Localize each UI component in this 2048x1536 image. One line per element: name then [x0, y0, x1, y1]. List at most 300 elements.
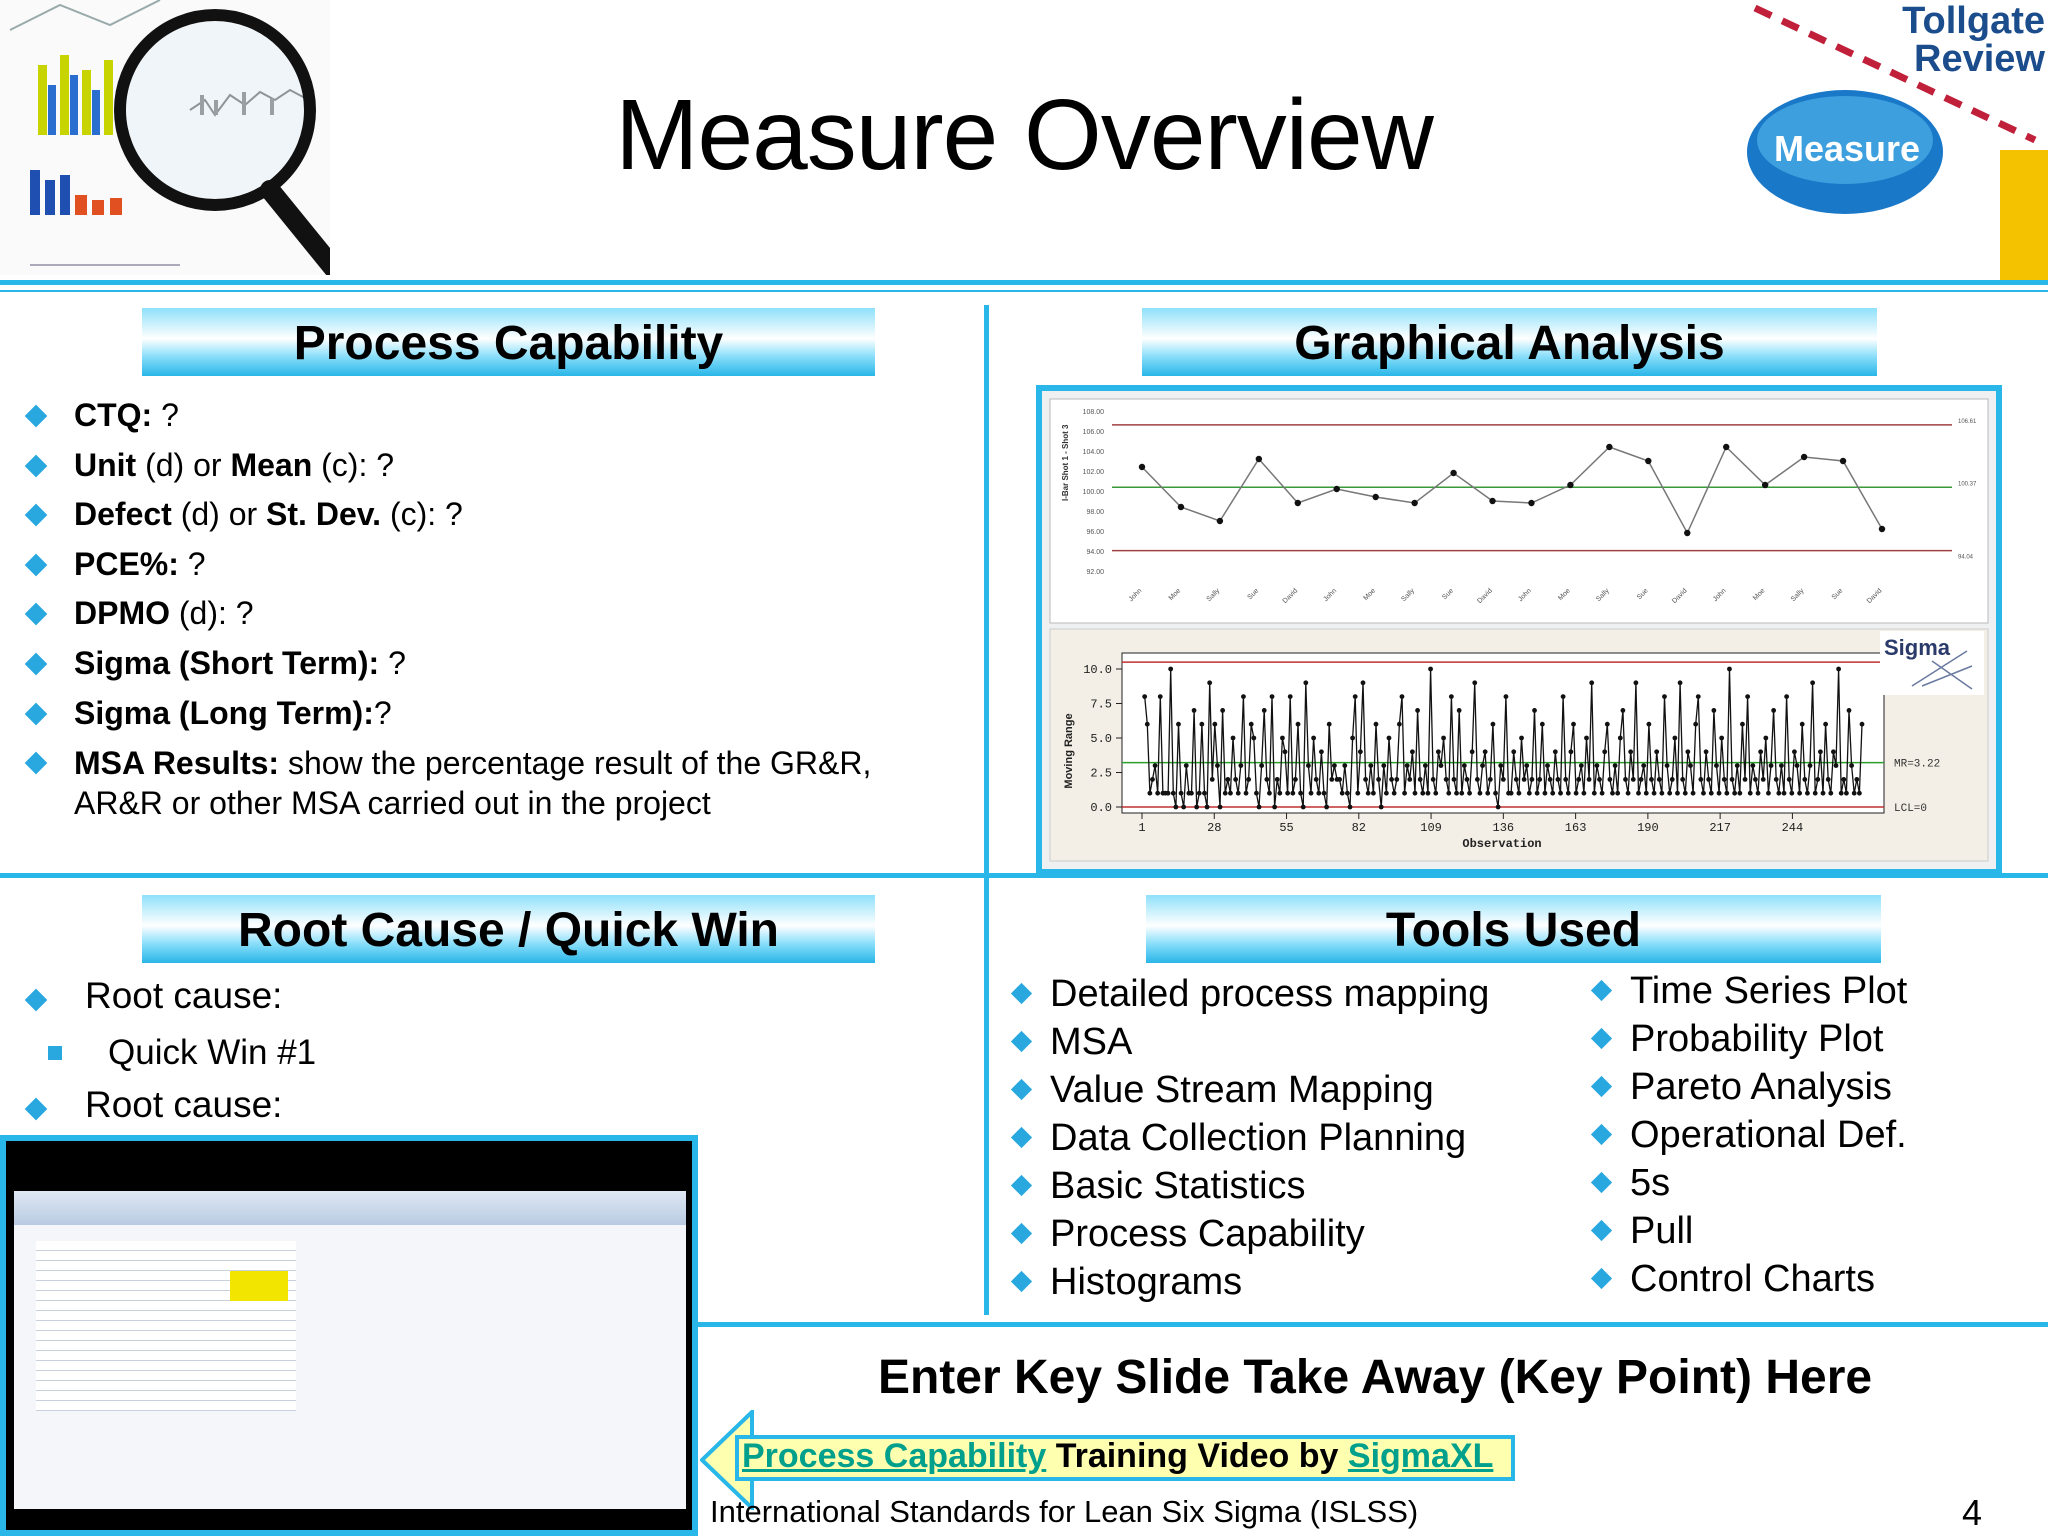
individuals-y-tick-label: 108.00 [1082, 409, 1104, 416]
moving-range-data-point [1667, 791, 1672, 796]
tool-item [1010, 1018, 1570, 1066]
moving-range-data-point [1818, 749, 1823, 754]
moving-range-data-point [1610, 791, 1615, 796]
tool-label: 5s [1630, 1162, 1671, 1204]
item-text: (d) or [136, 446, 231, 483]
moving-range-data-point [1532, 708, 1537, 713]
sigmaxl-logo-wordmark: Sigma [1884, 635, 1951, 660]
moving-range-data-point [1698, 777, 1703, 782]
individuals-x-tick-label: Sue [1635, 587, 1650, 602]
process-capability-item [22, 490, 922, 540]
moving-range-data-point [1714, 763, 1719, 768]
moving-range-data-point [1683, 791, 1688, 796]
moving-range-x-tick-label: 244 [1781, 821, 1804, 835]
moving-range-y-tick-label: 0.0 [1090, 801, 1112, 815]
individuals-x-tick-label: Moe [1557, 587, 1572, 603]
individuals-x-tick-label: Sally [1205, 587, 1222, 604]
tool-item [1590, 1063, 2030, 1111]
moving-range-data-point [1834, 763, 1839, 768]
bullet-icon [25, 405, 48, 428]
moving-range-data-point [1670, 777, 1675, 782]
moving-range-data-point [1652, 791, 1657, 796]
tool-item [1590, 1111, 2030, 1159]
tollgate-line1: Tollgate [1902, 0, 2045, 42]
moving-range-data-point [1413, 791, 1418, 796]
tollgate-line2: Review [1914, 38, 2045, 80]
moving-range-data-point [1205, 805, 1210, 810]
moving-range-data-point [1231, 736, 1236, 741]
moving-range-data-point [1633, 680, 1638, 685]
moving-range-data-point [1548, 777, 1553, 782]
moving-range-data-point [1181, 805, 1186, 810]
moving-range-data-point [1285, 791, 1290, 796]
bullet-icon [1591, 1124, 1612, 1145]
item-text: DPMO [74, 595, 170, 632]
moving-range-data-point [1844, 791, 1849, 796]
item-text: CTQ: [74, 397, 153, 433]
process-capability-item [22, 441, 922, 491]
moving-range-data-point [1301, 805, 1306, 810]
process-capability-item [22, 540, 922, 590]
moving-range-data-point [1353, 694, 1358, 699]
moving-range-data-point [1857, 791, 1862, 796]
moving-range-data-point [1392, 791, 1397, 796]
moving-range-data-point [1457, 708, 1462, 713]
item-text: Unit [74, 446, 137, 483]
moving-range-data-point [1740, 722, 1745, 727]
moving-range-x-tick-label: 28 [1207, 821, 1222, 835]
moving-range-data-point [1379, 805, 1384, 810]
moving-range-data-point [1602, 749, 1607, 754]
moving-range-data-point [1381, 763, 1386, 768]
moving-range-data-point [1724, 791, 1729, 796]
moving-range-data-point [1537, 777, 1542, 782]
moving-range-data-point [1158, 694, 1163, 699]
moving-range-data-point [1680, 777, 1685, 782]
moving-range-data-point [1236, 791, 1241, 796]
individuals-y-tick-label: 92.00 [1086, 569, 1104, 576]
individuals-data-point [1139, 464, 1145, 470]
individuals-data-point [1372, 494, 1378, 500]
moving-range-data-point [1784, 694, 1789, 699]
moving-range-data-point [1605, 722, 1610, 727]
moving-range-data-point [1813, 791, 1818, 796]
moving-range-data-point [1147, 791, 1152, 796]
moving-range-x-tick-label: 1 [1138, 821, 1146, 835]
moving-range-data-point [1808, 763, 1813, 768]
moving-range-data-point [1488, 777, 1493, 782]
moving-range-data-point [1218, 805, 1223, 810]
moving-range-data-point [1407, 777, 1412, 782]
item-text: (d): ? [170, 595, 254, 632]
individuals-y-tick-label: 106.00 [1082, 429, 1104, 436]
moving-range-data-point [1607, 777, 1612, 782]
item-text: (d) or [171, 496, 267, 533]
item-text: show the percentage result of the GR&R, AR&R or other MSA carried out in the project [74, 745, 879, 822]
moving-range-data-point [1366, 791, 1371, 796]
bullet-icon [1591, 1220, 1612, 1241]
bullet-icon [25, 1098, 48, 1121]
moving-range-data-point [1743, 777, 1748, 782]
bullet-icon [1011, 1175, 1032, 1196]
individuals-data-point [1334, 486, 1340, 492]
moving-range-data-point [1860, 722, 1865, 727]
moving-range-x-tick-label: 55 [1279, 821, 1294, 835]
item-text: Mean [230, 446, 313, 483]
moving-range-data-point [1358, 749, 1363, 754]
moving-range-data-point [1553, 749, 1558, 754]
individuals-ucl-label: 106.61 [1958, 418, 1977, 425]
moving-range-data-point [1810, 680, 1815, 685]
moving-range-data-point [1805, 791, 1810, 796]
moving-range-data-point [1706, 777, 1711, 782]
moving-range-data-point [1550, 791, 1555, 796]
moving-range-data-point [1306, 763, 1311, 768]
moving-range-data-point [1202, 791, 1207, 796]
moving-range-data-point [1491, 722, 1496, 727]
tool-item [1590, 1159, 2030, 1207]
moving-range-data-point [1646, 722, 1651, 727]
individuals-x-tick-label: David [1476, 587, 1494, 606]
key-takeaway: Enter Key Slide Take Away (Key Point) Here [877, 1351, 1873, 1404]
moving-range-data-point [1709, 791, 1714, 796]
moving-range-data-point [1402, 791, 1407, 796]
moving-range-data-point [1368, 763, 1373, 768]
individuals-x-tick-label: Sue [1441, 587, 1455, 602]
moving-range-data-point [1155, 791, 1160, 796]
moving-range-data-point [1587, 777, 1592, 782]
moving-range-data-point [1678, 680, 1683, 685]
moving-range-data-point [1574, 791, 1579, 796]
moving-range-data-point [1517, 791, 1522, 796]
individuals-data-point [1879, 526, 1885, 532]
moving-range-data-point [1579, 763, 1584, 768]
moving-range-data-point [1758, 749, 1763, 754]
moving-range-data-point [1277, 791, 1282, 796]
moving-range-x-tick-label: 217 [1709, 821, 1731, 835]
measure-badge-label: Measure [1773, 128, 1921, 169]
item-text: PCE%: [74, 545, 179, 582]
item-text: (c): ? [312, 446, 395, 483]
individuals-data-point [1840, 458, 1846, 464]
moving-range-y-tick-label: 7.5 [1090, 697, 1112, 712]
moving-range-data-point [1215, 763, 1220, 768]
moving-range-data-point [1467, 791, 1472, 796]
item-text: (c): ? [381, 496, 463, 533]
process-capability-heading: Process Capability [142, 308, 875, 376]
moving-range-data-point [1704, 749, 1709, 754]
moving-range-data-point [1319, 749, 1324, 754]
tool-label: Process Capability [1050, 1213, 1365, 1255]
individuals-data-point [1489, 498, 1495, 504]
moving-range-data-point [1711, 708, 1716, 713]
moving-range-data-point [1449, 694, 1454, 699]
moving-range-data-point [1792, 749, 1797, 754]
process-capability-list [22, 391, 922, 823]
moving-range-data-point [1509, 791, 1514, 796]
moving-range-data-point [1329, 777, 1334, 782]
moving-range-data-point [1592, 791, 1597, 796]
process-capability-item [22, 589, 922, 639]
tool-item [1590, 1015, 2030, 1063]
tool-item [1590, 1255, 2030, 1303]
moving-range-data-point [1389, 777, 1394, 782]
moving-range-data-point [1251, 736, 1256, 741]
moving-range-data-point [1802, 777, 1807, 782]
moving-range-data-point [1753, 777, 1758, 782]
moving-range-y-tick-label: 10.0 [1083, 663, 1112, 677]
moving-range-data-point [1797, 791, 1802, 796]
moving-range-data-point [1168, 667, 1173, 672]
bullet-icon [1011, 1223, 1032, 1244]
moving-range-data-point [1254, 791, 1259, 796]
moving-range-data-point [1153, 763, 1158, 768]
moving-range-y-tick-label: 5.0 [1090, 732, 1112, 746]
control-charts [1042, 391, 1996, 869]
individuals-data-point [1411, 500, 1417, 506]
moving-range-data-point [1145, 722, 1150, 727]
moving-range-data-point [1662, 694, 1667, 699]
page-number: 4 [1962, 1492, 1983, 1533]
graphical-analysis-heading: Graphical Analysis [1142, 308, 1877, 376]
moving-range-data-point [1210, 777, 1215, 782]
moving-range-data-point [1340, 791, 1345, 796]
moving-range-data-point [1228, 791, 1233, 796]
individuals-y-axis-label: I-Bar Shot 1 - Shot 3 [1061, 424, 1070, 501]
tool-item [1010, 1258, 1570, 1306]
moving-range-data-point [1623, 777, 1628, 782]
individuals-data-point [1217, 518, 1223, 524]
moving-range-data-point [1766, 791, 1771, 796]
bullet-icon [25, 553, 48, 576]
tool-label: Histograms [1050, 1261, 1243, 1303]
moving-range-data-point [1569, 749, 1574, 754]
moving-range-data-point [1769, 763, 1774, 768]
moving-range-data-point [1166, 791, 1171, 796]
moving-range-data-point [1446, 791, 1451, 796]
sigmaxl-link[interactable]: SigmaXL [1347, 1437, 1494, 1475]
item-text: St. Dev. [266, 496, 382, 533]
moving-range-data-point [1309, 791, 1314, 796]
individuals-y-tick-label: 98.00 [1086, 509, 1104, 516]
individuals-lcl-label: 94.04 [1958, 554, 1974, 561]
moving-range-x-tick-label: 190 [1637, 821, 1659, 835]
sub-bullet-icon [48, 1046, 62, 1060]
header-divider [0, 280, 2048, 285]
moving-range-data-point [1418, 777, 1423, 782]
moving-range-data-point [1420, 791, 1425, 796]
moving-range-data-point [1556, 777, 1561, 782]
process-capability-item [22, 689, 922, 739]
bullet-icon [25, 454, 48, 477]
individuals-data-point [1801, 454, 1807, 460]
moving-range-data-point [1350, 736, 1355, 741]
bullet-icon [1011, 1079, 1032, 1100]
moving-range-data-point [1441, 736, 1446, 741]
moving-range-data-point [1470, 749, 1475, 754]
individuals-x-tick-label: Sally [1595, 587, 1611, 604]
moving-range-y-tick-label: 2.5 [1090, 766, 1112, 781]
moving-range-data-point [1618, 736, 1623, 741]
moving-range-data-point [1225, 777, 1230, 782]
item-text: ? [373, 694, 392, 731]
quick-win-item: Quick Win #1 [108, 1033, 317, 1072]
moving-range-data-point [1327, 722, 1332, 727]
moving-range-data-point [1831, 749, 1836, 754]
moving-range-data-point [1558, 791, 1563, 796]
moving-range-data-point [1696, 694, 1701, 699]
moving-range-data-point [1823, 722, 1828, 727]
moving-range-x-tick-label: 136 [1492, 821, 1515, 835]
graphical-analysis-chart-frame [1036, 385, 2002, 875]
moving-range-data-point [1649, 777, 1654, 782]
moving-range-data-point [1439, 763, 1444, 768]
moving-range-plot-area [1122, 653, 1884, 813]
moving-range-data-point [1815, 777, 1820, 782]
moving-range-data-point [1665, 763, 1670, 768]
moving-range-data-point [1199, 722, 1204, 727]
tool-label: MSA [1050, 1021, 1133, 1063]
moving-range-data-point [1828, 791, 1833, 796]
moving-range-data-point [1597, 777, 1602, 782]
tollgate-graphic [1745, 0, 2048, 280]
moving-range-data-point [1639, 777, 1644, 782]
individuals-data-point [1567, 482, 1573, 488]
process-capability-item [22, 639, 922, 689]
bullet-icon [1591, 980, 1612, 1001]
page-title: Measure Overview [615, 79, 1433, 191]
moving-range-data-point [1571, 722, 1576, 727]
moving-range-data-point [1511, 749, 1516, 754]
individuals-data-point [1762, 482, 1768, 488]
moving-range-data-point [1394, 777, 1399, 782]
moving-range-y-axis-label: Moving Range [1063, 713, 1075, 789]
moving-range-data-point [1400, 694, 1405, 699]
tool-label: Pull [1630, 1210, 1694, 1252]
moving-range-data-point [1795, 763, 1800, 768]
moving-range-data-point [1675, 791, 1680, 796]
moving-range-data-point [1184, 763, 1189, 768]
tool-label: Pareto Analysis [1630, 1066, 1892, 1108]
bullet-icon [1591, 1028, 1612, 1049]
moving-range-data-point [1524, 763, 1529, 768]
moving-range-data-point [1303, 680, 1308, 685]
individuals-data-point [1178, 504, 1184, 510]
item-text: ? [178, 545, 206, 582]
moving-range-data-point [1756, 791, 1761, 796]
moving-range-data-point [1371, 791, 1376, 796]
moving-range-data-point [1173, 805, 1178, 810]
moving-range-data-point [1262, 708, 1267, 713]
moving-range-data-point [1337, 777, 1342, 782]
moving-range-data-point [1332, 763, 1337, 768]
moving-range-data-point [1267, 791, 1272, 796]
tool-label: Operational Def. [1630, 1114, 1907, 1156]
root-cause-item-1: Root cause: [85, 975, 283, 1016]
moving-range-data-point [1280, 736, 1285, 741]
moving-range-data-point [1727, 667, 1732, 672]
tool-label: Data Collection Planning [1050, 1117, 1467, 1159]
moving-range-data-point [1298, 791, 1303, 796]
moving-range-data-point [1179, 791, 1184, 796]
individuals-data-point [1723, 444, 1729, 450]
bullet-icon [1591, 1076, 1612, 1097]
moving-range-data-point [1659, 791, 1664, 796]
moving-range-data-point [1717, 791, 1722, 796]
tool-item [1590, 1207, 2030, 1255]
footer-organization: International Standards for Lean Six Sigma (ISLSS) [710, 1494, 1419, 1529]
callout-middle: Training Video by [1046, 1437, 1348, 1475]
moving-range-data-point [1771, 708, 1776, 713]
tool-label: Time Series Plot [1630, 970, 1908, 1012]
item-text: Sigma (Long Term): [74, 694, 374, 731]
moving-range-data-point [1192, 708, 1197, 713]
moving-range-data-point [1839, 791, 1844, 796]
moving-range-data-point [1348, 805, 1353, 810]
moving-range-data-point [1290, 791, 1295, 796]
individuals-data-point [1256, 456, 1262, 462]
moving-range-data-point [1452, 777, 1457, 782]
moving-range-data-point [1142, 694, 1147, 699]
bullet-icon [25, 702, 48, 725]
training-video-player[interactable] [0, 1135, 698, 1536]
moving-range-data-point [1722, 777, 1727, 782]
takeaway-divider [698, 1322, 2048, 1327]
moving-range-data-point [1238, 763, 1243, 768]
tools-used-list-1 [1010, 970, 1570, 1306]
moving-range-data-point [1763, 736, 1768, 741]
moving-range-data-point [1735, 763, 1740, 768]
moving-range-data-point [1854, 777, 1859, 782]
moving-range-data-point [1589, 680, 1594, 685]
moving-range-data-point [1737, 791, 1742, 796]
moving-range-data-point [1283, 749, 1288, 754]
moving-range-data-point [1530, 777, 1535, 782]
header-divider-thin [0, 290, 2048, 292]
moving-range-data-point [1246, 777, 1251, 782]
moving-range-data-point [1426, 791, 1431, 796]
moving-range-data-point [1852, 791, 1857, 796]
moving-range-data-point [1626, 791, 1631, 796]
moving-range-data-point [1478, 791, 1483, 796]
process-capability-link[interactable]: Process Capability [742, 1437, 1047, 1475]
moving-range-data-point [1615, 791, 1620, 796]
moving-range-data-point [1782, 791, 1787, 796]
individuals-x-tick-label: David [1281, 587, 1300, 606]
moving-range-data-point [1841, 777, 1846, 782]
process-capability-item [22, 391, 922, 441]
moving-range-data-point [1324, 805, 1329, 810]
moving-range-data-point [1776, 791, 1781, 796]
moving-range-data-point [1194, 805, 1199, 810]
moving-range-data-point [1641, 763, 1646, 768]
moving-range-data-point [1522, 777, 1527, 782]
moving-range-data-point [1415, 708, 1420, 713]
bullet-icon [1591, 1268, 1612, 1289]
tool-label: Value Stream Mapping [1050, 1069, 1434, 1111]
moving-range-data-point [1543, 791, 1548, 796]
moving-range-data-point [1600, 791, 1605, 796]
bullet-icon [1011, 1271, 1032, 1292]
moving-range-data-point [1431, 777, 1436, 782]
individuals-data-point [1645, 458, 1651, 464]
moving-range-data-point [1582, 791, 1587, 796]
item-text: MSA Results: [74, 745, 280, 782]
tools-used-list-2 [1590, 967, 2030, 1303]
individuals-x-tick-label: Sally [1789, 587, 1806, 604]
tool-item [1010, 1114, 1570, 1162]
moving-range-data-point [1779, 763, 1784, 768]
